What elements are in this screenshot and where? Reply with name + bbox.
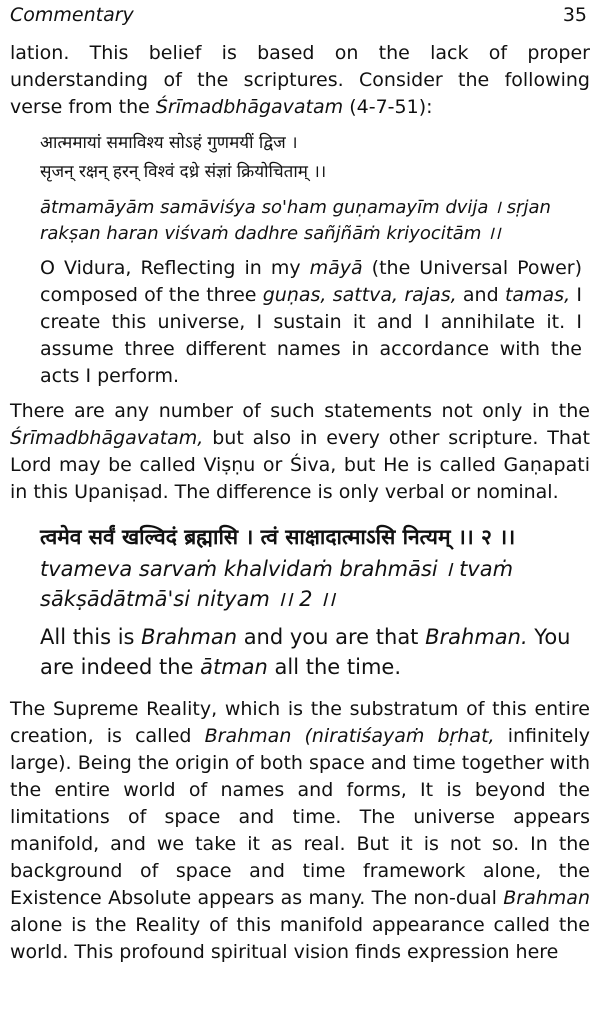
verse-translation: O Vidura, Reflecting in my māyā (the Universal Power) composed of the three guṇas, sattva, rajas, and tamas, I create this universe, I sustain it and I annihilate it. I assume three different names in accordance with the acts I perform. [40,257,582,387]
page-header [10,0,590,40]
devanagari-mantra: त्वमेव सर्वं खल्विदं ब्रह्मासि । त्वं साक्षादात्माऽसि नित्यम् ।। २ ।। [40,525,516,549]
paragraph-intro: lation. This belief is based on the lack of proper understanding of the scriptures. Consider the following verse from the Śrīmadbhāgavatam (4-7-51): [10,42,590,118]
transliteration-line: tvameva sarvaṁ khalvidaṁ brahmāsi । tvaṁ [40,557,514,581]
verse-block-2 [40,520,582,682]
transliteration-line: ātmamāyām samāviśya so'ham guṇamayīm dvija । sṛjan [40,197,551,218]
transliteration-line: rakṣan haran viśvaṁ dadhre sañjñāṁ kriyocitām ।। [40,223,501,244]
transliteration-line: sākṣādātmā'si nityam ।। 2 ।। [40,587,336,611]
paragraph-statements: There are any number of such statements not only in the Śrīmadbhāgavatam, but also in every other scripture. That Lord may be called Viṣṇu or Śiva, but He is called Gaṇapati in this Upaniṣad. The difference is only verbal or nominal. [10,400,590,503]
page-number: 35 [562,4,587,26]
mantra-translation: All this is Brahman and you are that Brahman. You are indeed the ātman all the time. [40,625,571,679]
devanagari-line: सृजन् रक्षन् हरन् विश्वं दध्रे संज्ञां क्रियोचिताम् ।। [40,162,327,182]
devanagari-line: आत्ममायां समाविश्य सोऽहं गुणमयीं द्विज । [40,133,298,153]
verse-block-1 [40,129,582,390]
paragraph-supreme-reality: The Supreme Reality, which is the substratum of this entire creation, is called Brahman (niratiśayaṁ bṛhat, infinitely large). Being the origin of both space and time together with the entire world of names and forms, It is beyond the limitations of space and time. The universe appears manifold, and we take it as real. But it is not so. In the background of space and time framework alone, the Existence Absolute appears as many. The non-dual Brahman alone is the Reality of this manifold appearance called the world. This profound spiritual vision finds expression here [10,698,590,963]
running-head: Commentary [10,4,134,26]
